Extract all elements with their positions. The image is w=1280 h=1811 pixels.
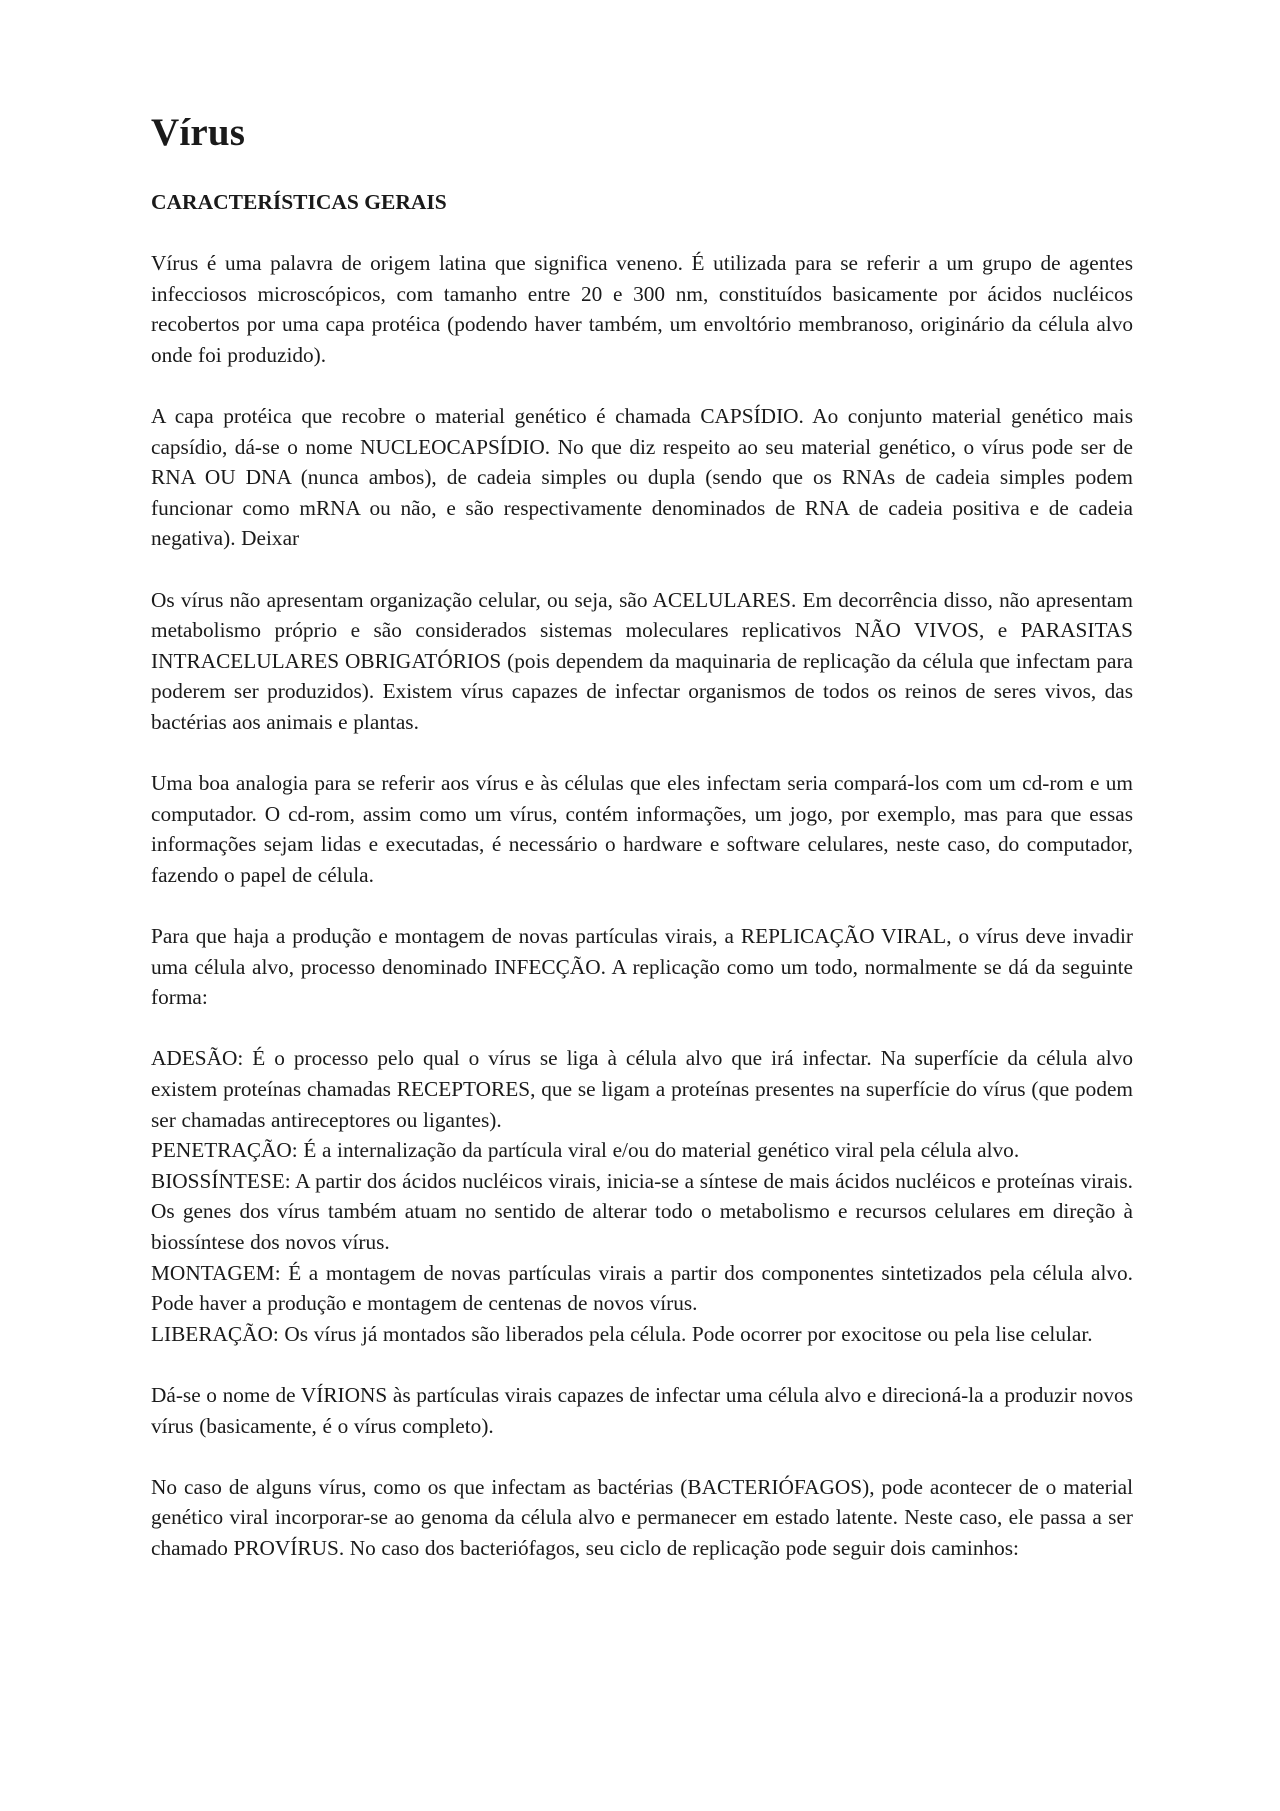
step-penetracao: PENETRAÇÃO: É a internalização da partícula viral e/ou do material genético viral pela célula alvo. bbox=[151, 1138, 1020, 1163]
document-body bbox=[151, 248, 1133, 1594]
document-title: Vírus bbox=[151, 111, 246, 154]
paragraph-analogy: Uma boa analogia para se referir aos vírus e às células que eles infectam seria compará-los com um cd-rom e um computador. O cd-rom, assim como um vírus, contém informações, um jogo, por exemplo, mas para que essas informações sejam lidas e executadas, é necessário o hardware e software celulares, neste caso, do computador, fazendo o papel de célula. bbox=[151, 771, 1133, 887]
section-heading: CARACTERÍSTICAS GERAIS bbox=[151, 190, 447, 214]
step-biossintese: BIOSSÍNTESE: A partir dos ácidos nucléicos virais, inicia-se a síntese de mais ácidos nucléicos e proteínas virais. Os genes dos vírus também atuam no sentido de alterar todo o metabolismo e recursos celulares em direção à biossíntese dos novos vírus. bbox=[151, 1168, 1133, 1254]
step-liberacao: LIBERAÇÃO: Os vírus já montados são liberados pela célula. Pode ocorrer por exocitose ou pela lise celular. bbox=[151, 1321, 1093, 1346]
paragraph-acellular: Os vírus não apresentam organização celular, ou seja, são ACELULARES. Em decorrência disso, não apresentam metabolismo próprio e são considerados sistemas moleculares replicativos NÃO VIVOS, e PARASITAS INTRACELULARES OBRIGATÓRIOS (pois dependem da maquinaria de replicação da célula que infectam para poderem ser produzidos). Existem vírus capazes de infectar organismos de todos os reinos de seres vivos, das bactérias aos animais e plantas. bbox=[151, 587, 1133, 734]
step-montagem: MONTAGEM: É a montagem de novas partículas virais a partir dos componentes sintetizados pela célula alvo. Pode haver a produção e montagem de centenas de novos vírus. bbox=[151, 1260, 1133, 1316]
step-adesao: ADESÃO: É o processo pelo qual o vírus se liga à célula alvo que irá infectar. Na superfície da célula alvo existem proteínas chamadas RECEPTORES, que se ligam a proteínas presentes na superfície do vírus (que podem ser chamadas antireceptores ou ligantes). bbox=[151, 1046, 1133, 1132]
paragraph-replication: Para que haja a produção e montagem de novas partículas virais, a REPLICAÇÃO VIRAL, o vírus deve invadir uma célula alvo, processo denominado INFECÇÃO. A replicação como um todo, normalmente se dá da seguinte forma: bbox=[151, 924, 1133, 1010]
paragraph-definition: Vírus é uma palavra de origem latina que significa veneno. É utilizada para se referir a um grupo de agentes infecciosos microscópicos, com tamanho entre 20 e 300 nm, constituídos basicamente por ácidos nucléicos recobertos por uma capa protéica (podendo haver também, um envoltório membranoso, originário da célula alvo onde foi produzido). bbox=[151, 251, 1133, 367]
paragraph-virions: Dá-se o nome de VÍRIONS às partículas virais capazes de infectar uma célula alvo e direcioná-la a produzir novos vírus (basicamente, é o vírus completo). bbox=[151, 1382, 1133, 1438]
paragraph-capsid: A capa protéica que recobre o material genético é chamada CAPSÍDIO. Ao conjunto material genético mais capsídio, dá-se o nome NUCLEOCAPSÍDIO. No que diz respeito ao seu material genético, o vírus pode ser de RNA OU DNA (nunca ambos), de cadeia simples ou dupla (sendo que os RNAs de cadeia simples podem funcionar como mRNA ou não, e são respectivamente denominados de RNA de cadeia positiva e de cadeia negativa). Deixar bbox=[151, 403, 1133, 551]
paragraph-provirus: No caso de alguns vírus, como os que infectam as bactérias (BACTERIÓFAGOS), pode acontecer de o material genético viral incorporar-se ao genoma da célula alvo e permanecer em estado latente. Neste caso, ele passa a ser chamado PROVÍRUS. No caso dos bacteriófagos, seu ciclo de replicação pode seguir dois caminhos: bbox=[151, 1474, 1133, 1560]
